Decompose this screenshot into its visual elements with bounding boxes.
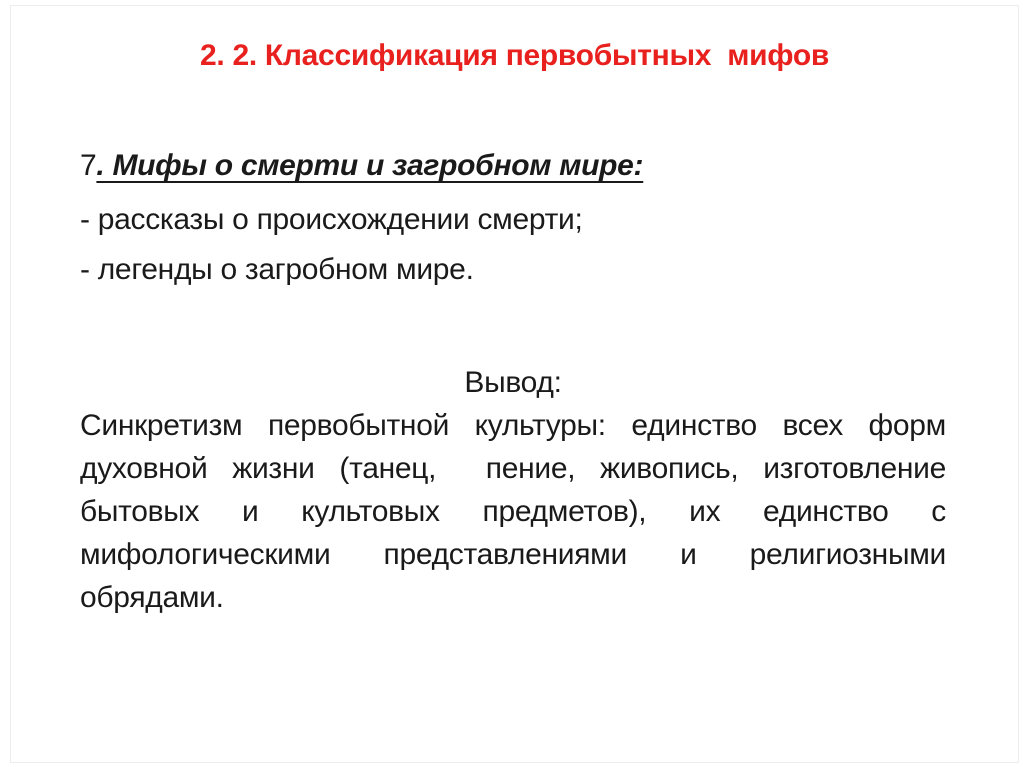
conclusion-block [80,361,946,619]
conclusion-line: мифологическими представлениями и религиозными [80,538,946,571]
section-heading [80,147,1018,185]
conclusion-line: бытовых и культовых предметов), их единство с [80,495,946,528]
section-heading-text: . Мифы о смерти и загробном мире: [96,149,644,182]
myths-section [80,147,1018,285]
conclusion-line: Синкретизм первобытной культуры: единство всех форм [80,409,946,442]
slide [10,5,1019,763]
conclusion-paragraph [80,404,946,619]
conclusion-line: обрядами. [80,581,224,614]
conclusion-label: Вывод: [464,366,562,399]
conclusion-line: духовной жизни (танец, пение, живопись, изготовление [80,452,946,485]
list-item: - легенды о загробном мире. [80,253,474,286]
slide-title: 2. 2. Классификация первобытных мифов [200,39,829,72]
section-number: 7 [80,149,97,182]
list-item: - рассказы о происхождении смерти; [80,203,583,236]
